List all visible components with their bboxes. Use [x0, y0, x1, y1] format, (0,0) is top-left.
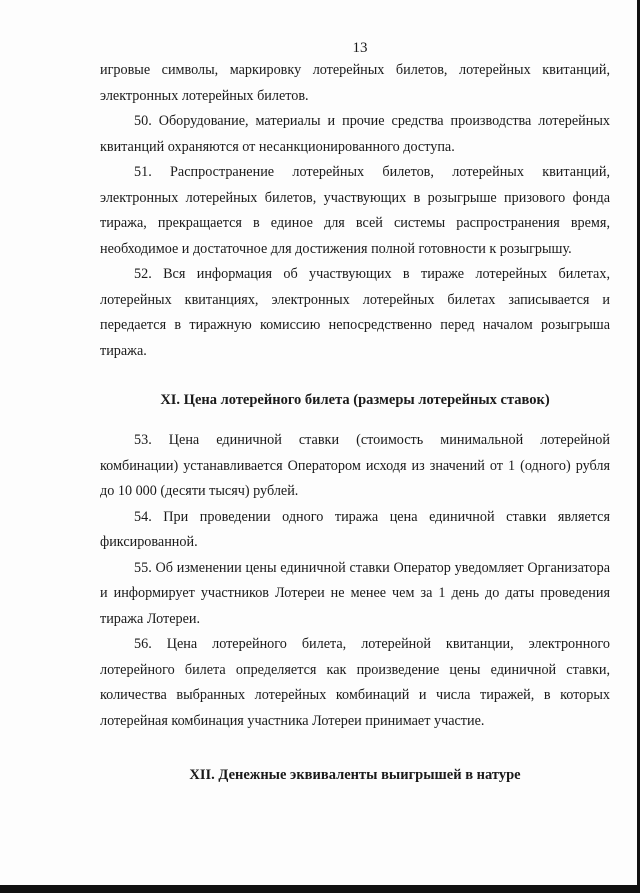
paragraph-continuation: игровые символы, маркировку лотерейных билетов, лотерейных квитанций, электронных лотерейных билетов. [100, 62, 610, 104]
scan-edge-bottom [0, 885, 640, 893]
page-number: 13 [352, 40, 368, 56]
paragraph-56: 56. Цена лотерейного билета, лотерейной квитанции, электронного лотерейного билета определяется как произведение цены единичной ставки, количества выбранных лотерейных комбинаций и числа тиражей, в которых лотерейная комбинация участника Лотереи принимает участие. [100, 636, 610, 729]
paragraph-52: 52. Вся информация об участвующих в тираже лотерейных билетах, лотерейных квитанциях, электронных лотерейных билетах записывается и передается в тиражную комиссию непосредственно перед началом розыгрыша тиража. [100, 266, 610, 359]
section-xi-text [100, 428, 610, 734]
paragraph-50: 50. Оборудование, материалы и прочие средства производства лотерейных квитанций охраняются от несанкционированного доступа. [100, 113, 610, 155]
section-xii-heading: XII. Денежные эквиваленты выигрышей в натуре [189, 767, 521, 783]
section-top-text [100, 58, 610, 364]
section-xi-heading: XI. Цена лотерейного билета (размеры лотерейных ставок) [160, 392, 550, 408]
paragraph-55: 55. Об изменении цены единичной ставки Оператор уведомляет Организатора и информирует участников Лотереи не менее чем за 1 день до даты проведения тиража Лотереи. [100, 559, 610, 627]
paragraph-51: 51. Распространение лотерейных билетов, лотерейных квитанций, электронных лотерейных билетов, участвующих в розыгрыше призового фонда тиража, прекращается в единое для всей системы распространения время, необходимое и достаточное для достижения полной готовности к розыгрышу. [100, 164, 610, 257]
paragraph-54: 54. При проведении одного тиража цена единичной ставки является фиксированной. [100, 508, 610, 550]
paragraph-53: 53. Цена единичной ставки (стоимость минимальной лотерейной комбинации) устанавливается Оператором исходя из значений от 1 (одного) рубля до 10 000 (десяти тысяч) рублей. [100, 432, 610, 499]
